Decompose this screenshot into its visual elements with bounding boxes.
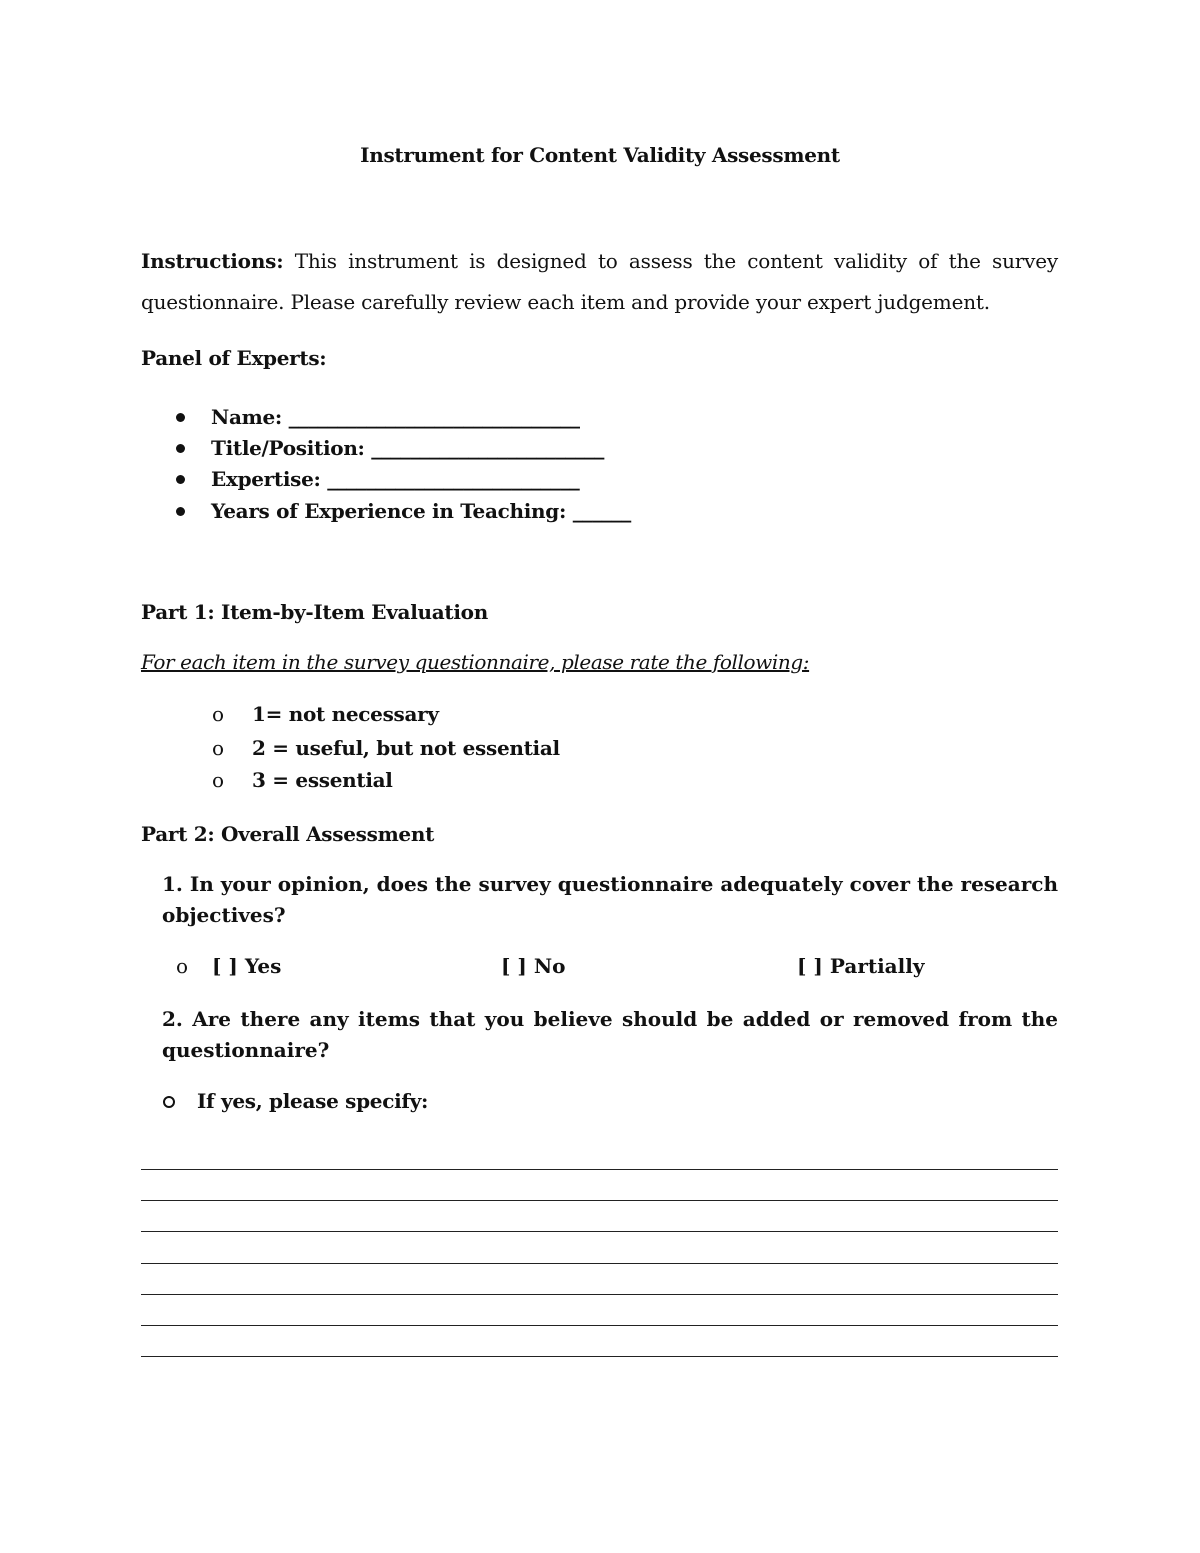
scale-option-3: 3 = essential	[252, 768, 393, 792]
circle-bullet-icon: o	[176, 954, 189, 978]
expert-expertise-field[interactable]: Expertise: __________________________	[211, 467, 580, 491]
part2-heading: Part 2: Overall Assessment	[141, 822, 435, 846]
option-yes-checkbox[interactable]: [ ] Yes	[212, 954, 282, 978]
circle-bullet-icon: o	[212, 736, 225, 760]
option-partially-checkbox[interactable]: [ ] Partially	[797, 954, 925, 978]
panel-heading: Panel of Experts:	[141, 346, 327, 370]
part1-heading: Part 1: Item-by-Item Evaluation	[141, 600, 488, 624]
answer-line[interactable]	[141, 1356, 1058, 1357]
instructions-paragraph	[141, 241, 1058, 323]
answer-line[interactable]	[141, 1231, 1058, 1232]
part1-instruction: For each item in the survey questionnaire, please rate the following:	[141, 650, 810, 674]
scale-option-2: 2 = useful, but not essential	[252, 736, 560, 760]
question-1: 1. In your opinion, does the survey questionnaire adequately cover the research objectives?	[162, 872, 1058, 927]
bullet-dot-icon	[176, 507, 185, 516]
bullet-dot-icon	[176, 444, 185, 453]
answer-line[interactable]	[141, 1263, 1058, 1264]
question-2: 2. Are there any items that you believe should be added or removed from the questionnaire?	[162, 1007, 1058, 1062]
answer-line[interactable]	[141, 1200, 1058, 1201]
instructions-label: Instructions:	[141, 249, 284, 273]
expert-name-field[interactable]: Name: ______________________________	[211, 405, 580, 429]
scale-option-1: 1= not necessary	[252, 702, 439, 726]
answer-line[interactable]	[141, 1169, 1058, 1170]
bullet-dot-icon	[176, 413, 185, 422]
specify-label: If yes, please specify:	[197, 1089, 429, 1113]
expert-title-field[interactable]: Title/Position: ________________________	[211, 436, 605, 460]
circle-bullet-icon: o	[212, 702, 225, 726]
expert-years-field[interactable]: Years of Experience in Teaching: ______	[211, 499, 631, 523]
bullet-dot-icon	[176, 475, 185, 484]
option-no-checkbox[interactable]: [ ] No	[501, 954, 566, 978]
answer-line[interactable]	[141, 1294, 1058, 1295]
answer-line[interactable]	[141, 1325, 1058, 1326]
circle-bullet-icon	[163, 1096, 175, 1108]
document-title: Instrument for Content Validity Assessment	[360, 143, 840, 167]
instructions-text: This instrument is designed to assess the content validity of the survey questionnaire. Please carefully review each item and provide your expert judgement.	[141, 249, 1058, 314]
circle-bullet-icon: o	[212, 768, 225, 792]
